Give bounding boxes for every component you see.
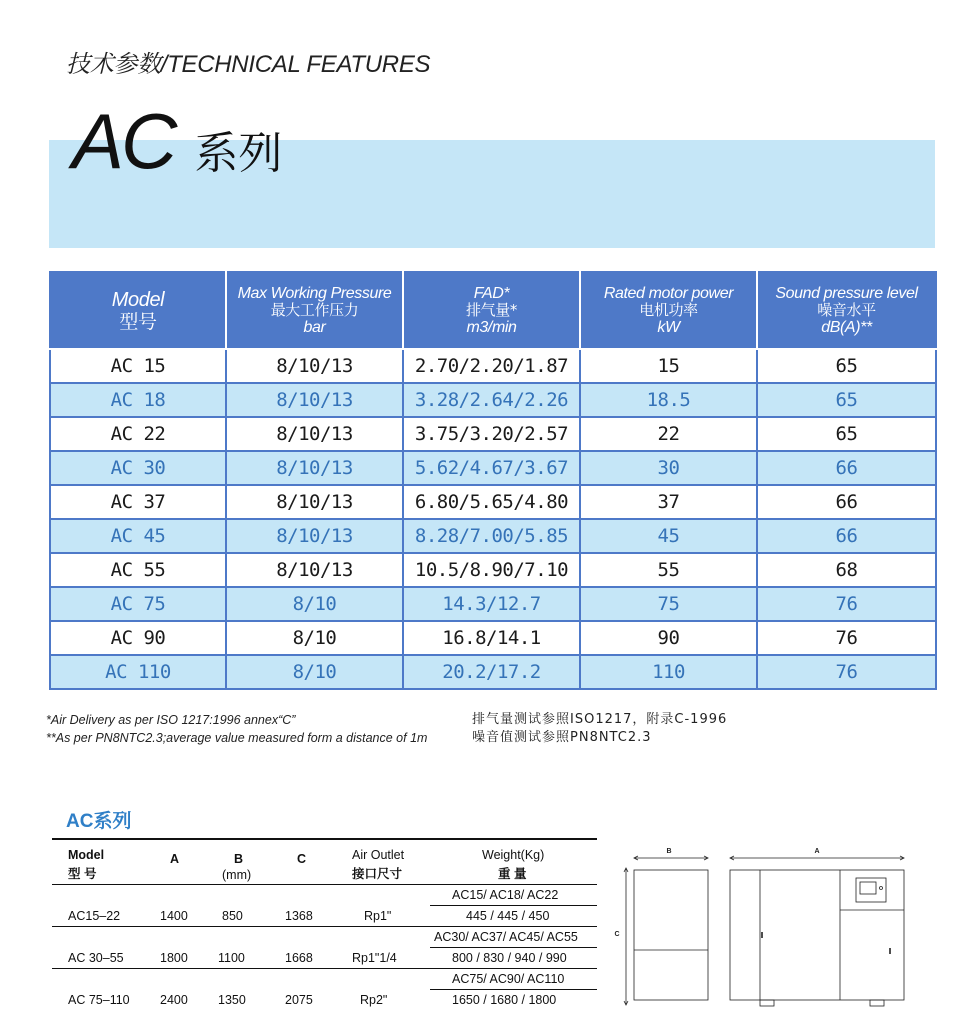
dim-cell-a: 1400 xyxy=(160,909,188,923)
spec-header-power xyxy=(580,272,757,349)
page-title: 技术参数/TECHNICAL FEATURES xyxy=(66,51,431,78)
spec-header-cn: 排气量* xyxy=(466,301,517,319)
cell-model: AC 45 xyxy=(50,519,226,553)
spec-header-sound xyxy=(757,272,936,349)
dim-weight-models: AC75/ AC90/ AC110 xyxy=(452,972,565,986)
table-row xyxy=(50,383,936,417)
dim-header-model-cn: 型 号 xyxy=(68,867,97,881)
cell-sound: 65 xyxy=(757,349,936,383)
side-view xyxy=(634,870,708,1000)
spec-header-unit: dB(A)** xyxy=(821,319,872,336)
dim-header-outlet-cn: 接口尺寸 xyxy=(352,867,403,881)
footnote-sound-cn: 噪音值测试参照PN8NTC2.3 xyxy=(472,730,652,745)
dim-weight-models: AC30/ AC37/ AC45/ AC55 xyxy=(434,930,578,944)
dim-cell-b: 1350 xyxy=(218,993,246,1007)
compressor-drawing xyxy=(612,840,912,1010)
dim-cell-model: AC 75–110 xyxy=(68,993,130,1007)
dim-weight-values: 800 / 830 / 940 / 990 xyxy=(452,951,567,965)
spec-header-unit: bar xyxy=(303,319,326,336)
dim-header-weight-en: Weight(Kg) xyxy=(482,848,545,862)
cell-pressure: 8/10/13 xyxy=(226,383,403,417)
spec-header-pressure xyxy=(226,272,403,349)
cell-fad: 14.3/12.7 xyxy=(403,587,580,621)
controller-screen xyxy=(860,882,876,894)
dim-cell-c: 2075 xyxy=(285,993,313,1007)
cell-model: AC 15 xyxy=(50,349,226,383)
cell-power: 30 xyxy=(580,451,757,485)
cell-model: AC 55 xyxy=(50,553,226,587)
spec-header-en: Rated motor power xyxy=(603,285,734,302)
dim-weight-values: 1650 / 1680 / 1800 xyxy=(452,993,557,1007)
controller-display xyxy=(856,878,886,902)
footnote-air-delivery: *Air Delivery as per ISO 1217:1996 annex“C” xyxy=(46,713,296,727)
spec-header-en: Model xyxy=(111,288,165,311)
drawing-label-a: A xyxy=(814,848,820,855)
table-rule xyxy=(430,989,597,990)
cell-fad: 3.28/2.64/2.26 xyxy=(403,383,580,417)
cell-fad: 2.70/2.20/1.87 xyxy=(403,349,580,383)
cell-fad: 20.2/17.2 xyxy=(403,655,580,689)
dim-cell-c: 1668 xyxy=(285,951,313,965)
cell-power: 75 xyxy=(580,587,757,621)
spec-header-cn: 电机功率 xyxy=(639,301,698,319)
dimensions-table xyxy=(52,838,597,1013)
cell-fad: 16.8/14.1 xyxy=(403,621,580,655)
cell-pressure: 8/10 xyxy=(226,621,403,655)
cell-power: 45 xyxy=(580,519,757,553)
dim-cell-b: 850 xyxy=(222,909,243,923)
dim-header-outlet-en: Air Outlet xyxy=(352,848,405,862)
cell-power: 55 xyxy=(580,553,757,587)
table-rule xyxy=(52,838,597,840)
cell-pressure: 8/10 xyxy=(226,587,403,621)
spec-header-unit: m3/min xyxy=(466,319,517,336)
series-title xyxy=(72,96,282,196)
series-code: AC xyxy=(72,97,175,185)
dim-cell-a: 2400 xyxy=(160,993,188,1007)
cell-power: 15 xyxy=(580,349,757,383)
cell-sound: 66 xyxy=(757,451,936,485)
cell-power: 22 xyxy=(580,417,757,451)
cell-fad: 6.80/5.65/4.80 xyxy=(403,485,580,519)
cell-power: 37 xyxy=(580,485,757,519)
spec-header-fad xyxy=(403,272,580,349)
series-label: 系列 xyxy=(194,128,283,179)
front-view xyxy=(730,870,904,1000)
cell-fad: 10.5/8.90/7.10 xyxy=(403,553,580,587)
cell-power: 110 xyxy=(580,655,757,689)
spec-header-cn: 最大工作压力 xyxy=(270,301,359,319)
cell-sound: 76 xyxy=(757,587,936,621)
cell-model: AC 18 xyxy=(50,383,226,417)
cell-sound: 76 xyxy=(757,655,936,689)
cell-sound: 65 xyxy=(757,417,936,451)
cell-model: AC 75 xyxy=(50,587,226,621)
dim-cell-a: 1800 xyxy=(160,951,188,965)
spec-header-en: Sound pressure level xyxy=(775,285,918,302)
dim-cell-model: AC15–22 xyxy=(68,909,121,923)
cell-model: AC 22 xyxy=(50,417,226,451)
table-row xyxy=(50,587,936,621)
table-rule xyxy=(430,905,597,906)
spec-header-unit: kW xyxy=(657,319,680,336)
table-row xyxy=(50,417,936,451)
dim-cell-outlet: Rp1" xyxy=(364,909,392,923)
spec-header-model xyxy=(50,272,226,349)
spec-header-cn: 噪音水平 xyxy=(817,301,876,319)
cell-pressure: 8/10/13 xyxy=(226,485,403,519)
dim-header-b: B xyxy=(234,852,244,866)
spec-header-cn: 型号 xyxy=(119,310,157,333)
cell-sound: 76 xyxy=(757,621,936,655)
cell-model: AC 37 xyxy=(50,485,226,519)
dim-cell-b: 1100 xyxy=(218,951,245,965)
dim-weight-values: 445 / 445 / 450 xyxy=(466,909,550,923)
cell-pressure: 8/10/13 xyxy=(226,349,403,383)
cell-pressure: 8/10/13 xyxy=(226,519,403,553)
drawing-label-c: C xyxy=(614,931,620,938)
footnote-sound: **As per PN8NTC2.3;average value measured form a distance of 1m xyxy=(46,731,428,745)
cell-model: AC 110 xyxy=(50,655,226,689)
cell-sound: 68 xyxy=(757,553,936,587)
dim-header-weight-cn: 重 量 xyxy=(498,867,527,881)
cell-power: 18.5 xyxy=(580,383,757,417)
footnote-air-delivery-cn: 排气量测试参照ISO1217，附录C-1996 xyxy=(472,712,728,727)
cell-power: 90 xyxy=(580,621,757,655)
dim-cell-outlet: Rp1"1/4 xyxy=(352,951,397,965)
cell-pressure: 8/10/13 xyxy=(226,553,403,587)
cell-model: AC 30 xyxy=(50,451,226,485)
cell-pressure: 8/10/13 xyxy=(226,417,403,451)
foot xyxy=(760,1000,774,1006)
table-row xyxy=(50,349,936,383)
drawing-label-b: B xyxy=(666,848,672,855)
cell-model: AC 90 xyxy=(50,621,226,655)
table-rule xyxy=(430,947,597,948)
dim-header-model-en: Model xyxy=(68,848,105,862)
dim-header-a: A xyxy=(170,852,180,866)
table-row xyxy=(50,485,936,519)
cell-sound: 65 xyxy=(757,383,936,417)
cell-fad: 5.62/4.67/3.67 xyxy=(403,451,580,485)
dim-header-c: C xyxy=(297,852,307,866)
cell-fad: 8.28/7.00/5.85 xyxy=(403,519,580,553)
foot xyxy=(870,1000,884,1006)
controller-button-icon xyxy=(880,887,883,890)
table-rule xyxy=(52,884,597,885)
table-rule xyxy=(52,968,597,969)
table-row xyxy=(50,655,936,689)
dim-cell-outlet: Rp2" xyxy=(360,993,388,1007)
dim-header-b-unit: (mm) xyxy=(222,868,252,882)
table-row xyxy=(50,553,936,587)
spec-header-row xyxy=(50,272,936,349)
table-rule xyxy=(52,926,597,927)
footnotes-cn xyxy=(472,711,727,747)
cell-fad: 3.75/3.20/2.57 xyxy=(403,417,580,451)
spec-header-en: Max Working Pressure xyxy=(237,285,392,302)
spec-header-en: FAD* xyxy=(473,285,510,302)
table-row xyxy=(50,451,936,485)
cell-sound: 66 xyxy=(757,519,936,553)
cell-sound: 66 xyxy=(757,485,936,519)
dim-cell-c: 1368 xyxy=(285,909,313,923)
footnotes-en xyxy=(46,711,427,747)
spec-table xyxy=(49,271,937,690)
cell-pressure: 8/10/13 xyxy=(226,451,403,485)
table-row xyxy=(50,519,936,553)
dimensions-title: AC系列 xyxy=(66,811,132,832)
cell-pressure: 8/10 xyxy=(226,655,403,689)
table-row xyxy=(50,621,936,655)
dim-weight-models: AC15/ AC18/ AC22 xyxy=(452,888,559,902)
dim-cell-model: AC 30–55 xyxy=(68,951,124,965)
